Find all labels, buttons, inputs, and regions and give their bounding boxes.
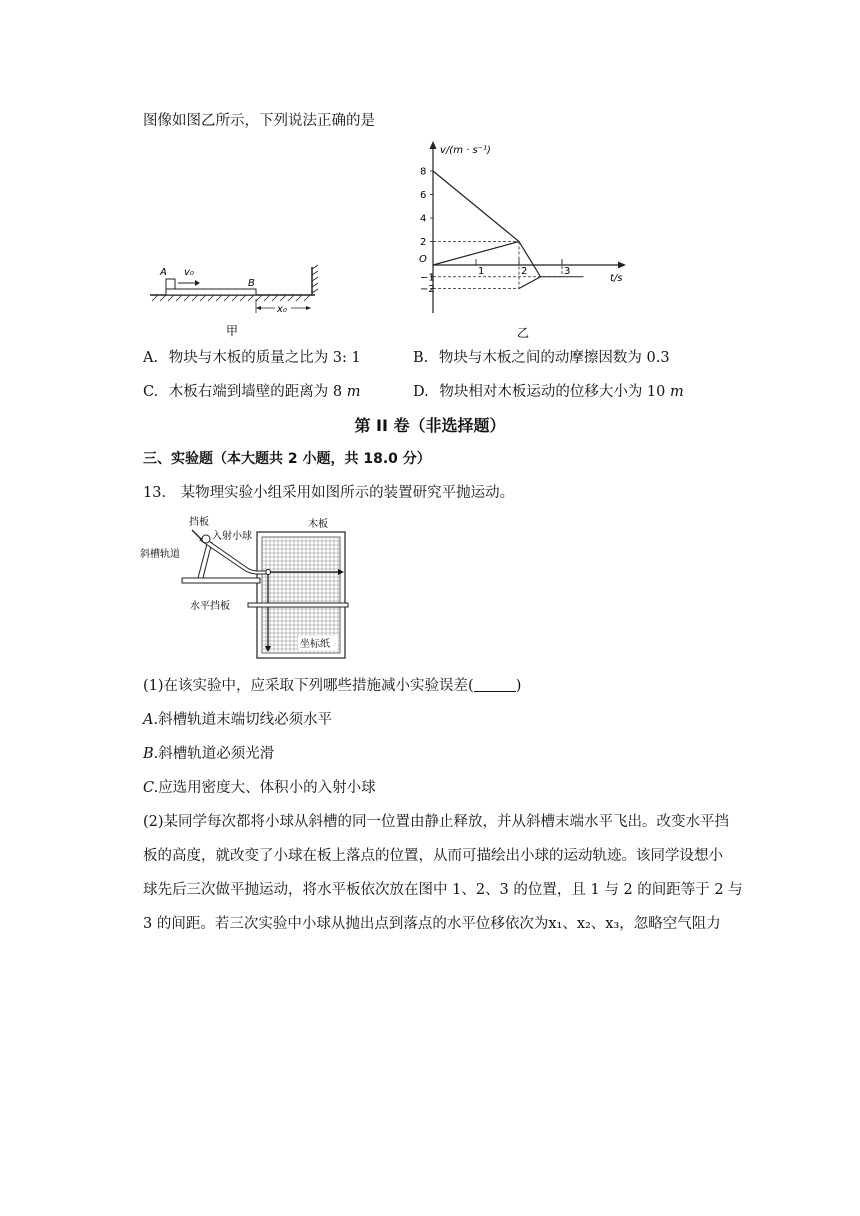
label-v0: v₀ [184,267,194,278]
block-a [166,279,175,289]
choice-a-text: 斜槽轨道末端切线必须水平 [158,712,333,728]
option-b[interactable] [413,348,670,368]
option-c-letter: C. [143,384,159,400]
x0-arrow-left [256,306,261,310]
choice-b-text: 斜槽轨道必须光滑 [158,746,275,762]
horizontal-baffle [248,603,348,607]
label-x0: x₀ [277,304,287,315]
choice-a-letter: A. [143,712,159,728]
q13-part2-line4: 3 的间距。若三次实验中小球从抛出点到落点的水平位移依次为x₁、x₂、x₃，忽略空气阻力 [143,916,721,932]
answer-blank[interactable] [474,677,516,692]
q13-part2-line2: 板的高度，就改变了小球在板上落点的位置，从而可描绘出小球的运动轨迹。该同学设想小 [143,848,723,864]
y-tick-label: −2 [420,284,435,295]
option-a-letter: A. [143,350,159,366]
series-line-3 [519,277,541,289]
x-axis-label: t/s [610,273,623,284]
option-b-text: 物块与木板之间的动摩擦因数为 0.3 [438,350,670,366]
track-baffle [192,530,202,540]
intro-line: 图像如图乙所示，下列说法正确的是 [143,113,375,129]
choice-a[interactable] [143,710,332,730]
label-b: B [248,278,255,289]
ground-hatch [152,295,310,301]
origin-label: O [419,254,427,265]
apparatus-figure [140,512,360,662]
y-tick-label: 2 [420,237,427,248]
choice-c-text: 应选用密度大、体积小的入射小球 [158,780,376,796]
choice-b-letter: B. [143,746,159,762]
label-paper: 坐标纸 [300,639,330,650]
label-track: 斜槽轨道 [140,549,180,560]
q13-part1-suffix: ) [515,678,522,694]
label-a: A [160,267,167,278]
x-tick-label: 2 [521,266,528,277]
board-b [166,289,256,295]
caption-jia: 甲 [226,324,239,338]
x-tick-label: 3 [564,266,571,277]
q13-stem-line [143,483,514,503]
support-post [198,540,208,578]
wall-hatch [312,265,318,293]
incident-ball [202,535,210,543]
label-ball: 入射小球 [212,531,252,542]
option-d-unit: m [670,384,684,400]
figure-yi [410,135,650,345]
option-a[interactable] [143,348,361,368]
option-c-unit: m [346,384,361,400]
figure-jia [140,255,340,345]
track-table [182,578,260,583]
coordinate-paper [262,537,340,653]
y-tick-label: 6 [420,190,427,201]
label-horizontal-baffle: 水平挡板 [190,601,230,612]
q13-part2-line3: 球先后三次做平抛运动，将水平板依次放在图中 1、2、3 的位置，且 1 与 2 的间距等于 2 与 [143,882,743,898]
q13-number: 13. [143,485,167,501]
option-a-text: 物块与木板的质量之比为 3: 1 [168,350,361,366]
option-c[interactable] [143,382,361,402]
choice-b[interactable] [143,744,274,764]
section-heading: 三、实验题（本大题共 2 小题，共 18.0 分） [143,451,431,467]
q13-part1 [143,676,521,696]
q13-stem: 某物理实验小组采用如图所示的装置研究平抛运动。 [180,485,515,501]
inclined-track [200,537,266,574]
choice-c-letter: C. [143,780,159,796]
x-axis-arrow [618,262,626,269]
q13-part1-prefix: (1)在该实验中，应采取下列哪些措施减小实验误差( [143,678,474,694]
y-tick-label: −1 [420,272,435,284]
section-title: 第 II 卷（非选择题） [354,416,506,435]
option-d-text: 物块相对木板运动的位移大小为 10 [439,384,670,400]
y-axis-label: v/(m · s⁻¹) [440,145,491,156]
caption-yi: 乙 [517,326,530,340]
label-baffle: 挡板 [189,517,209,528]
label-board: 木板 [308,519,328,530]
option-d-letter: D. [413,384,429,400]
choice-c[interactable] [143,778,376,798]
option-d[interactable] [413,382,684,402]
y-tick-label: 4 [420,213,427,225]
option-b-letter: B. [413,350,429,366]
option-c-text: 木板右端到墙壁的距离为 8 [168,384,347,400]
x0-arrow-right [306,306,311,310]
y-tick-label: 8 [420,166,427,178]
y-axis-arrow [430,141,437,149]
v0-arrow-head [195,280,200,286]
x-tick-label: 1 [478,266,485,277]
q13-part2-line1: (2)某同学每次都将小球从斜槽的同一位置由静止释放，并从斜槽末端水平飞出。改变水平挡 [143,814,730,830]
